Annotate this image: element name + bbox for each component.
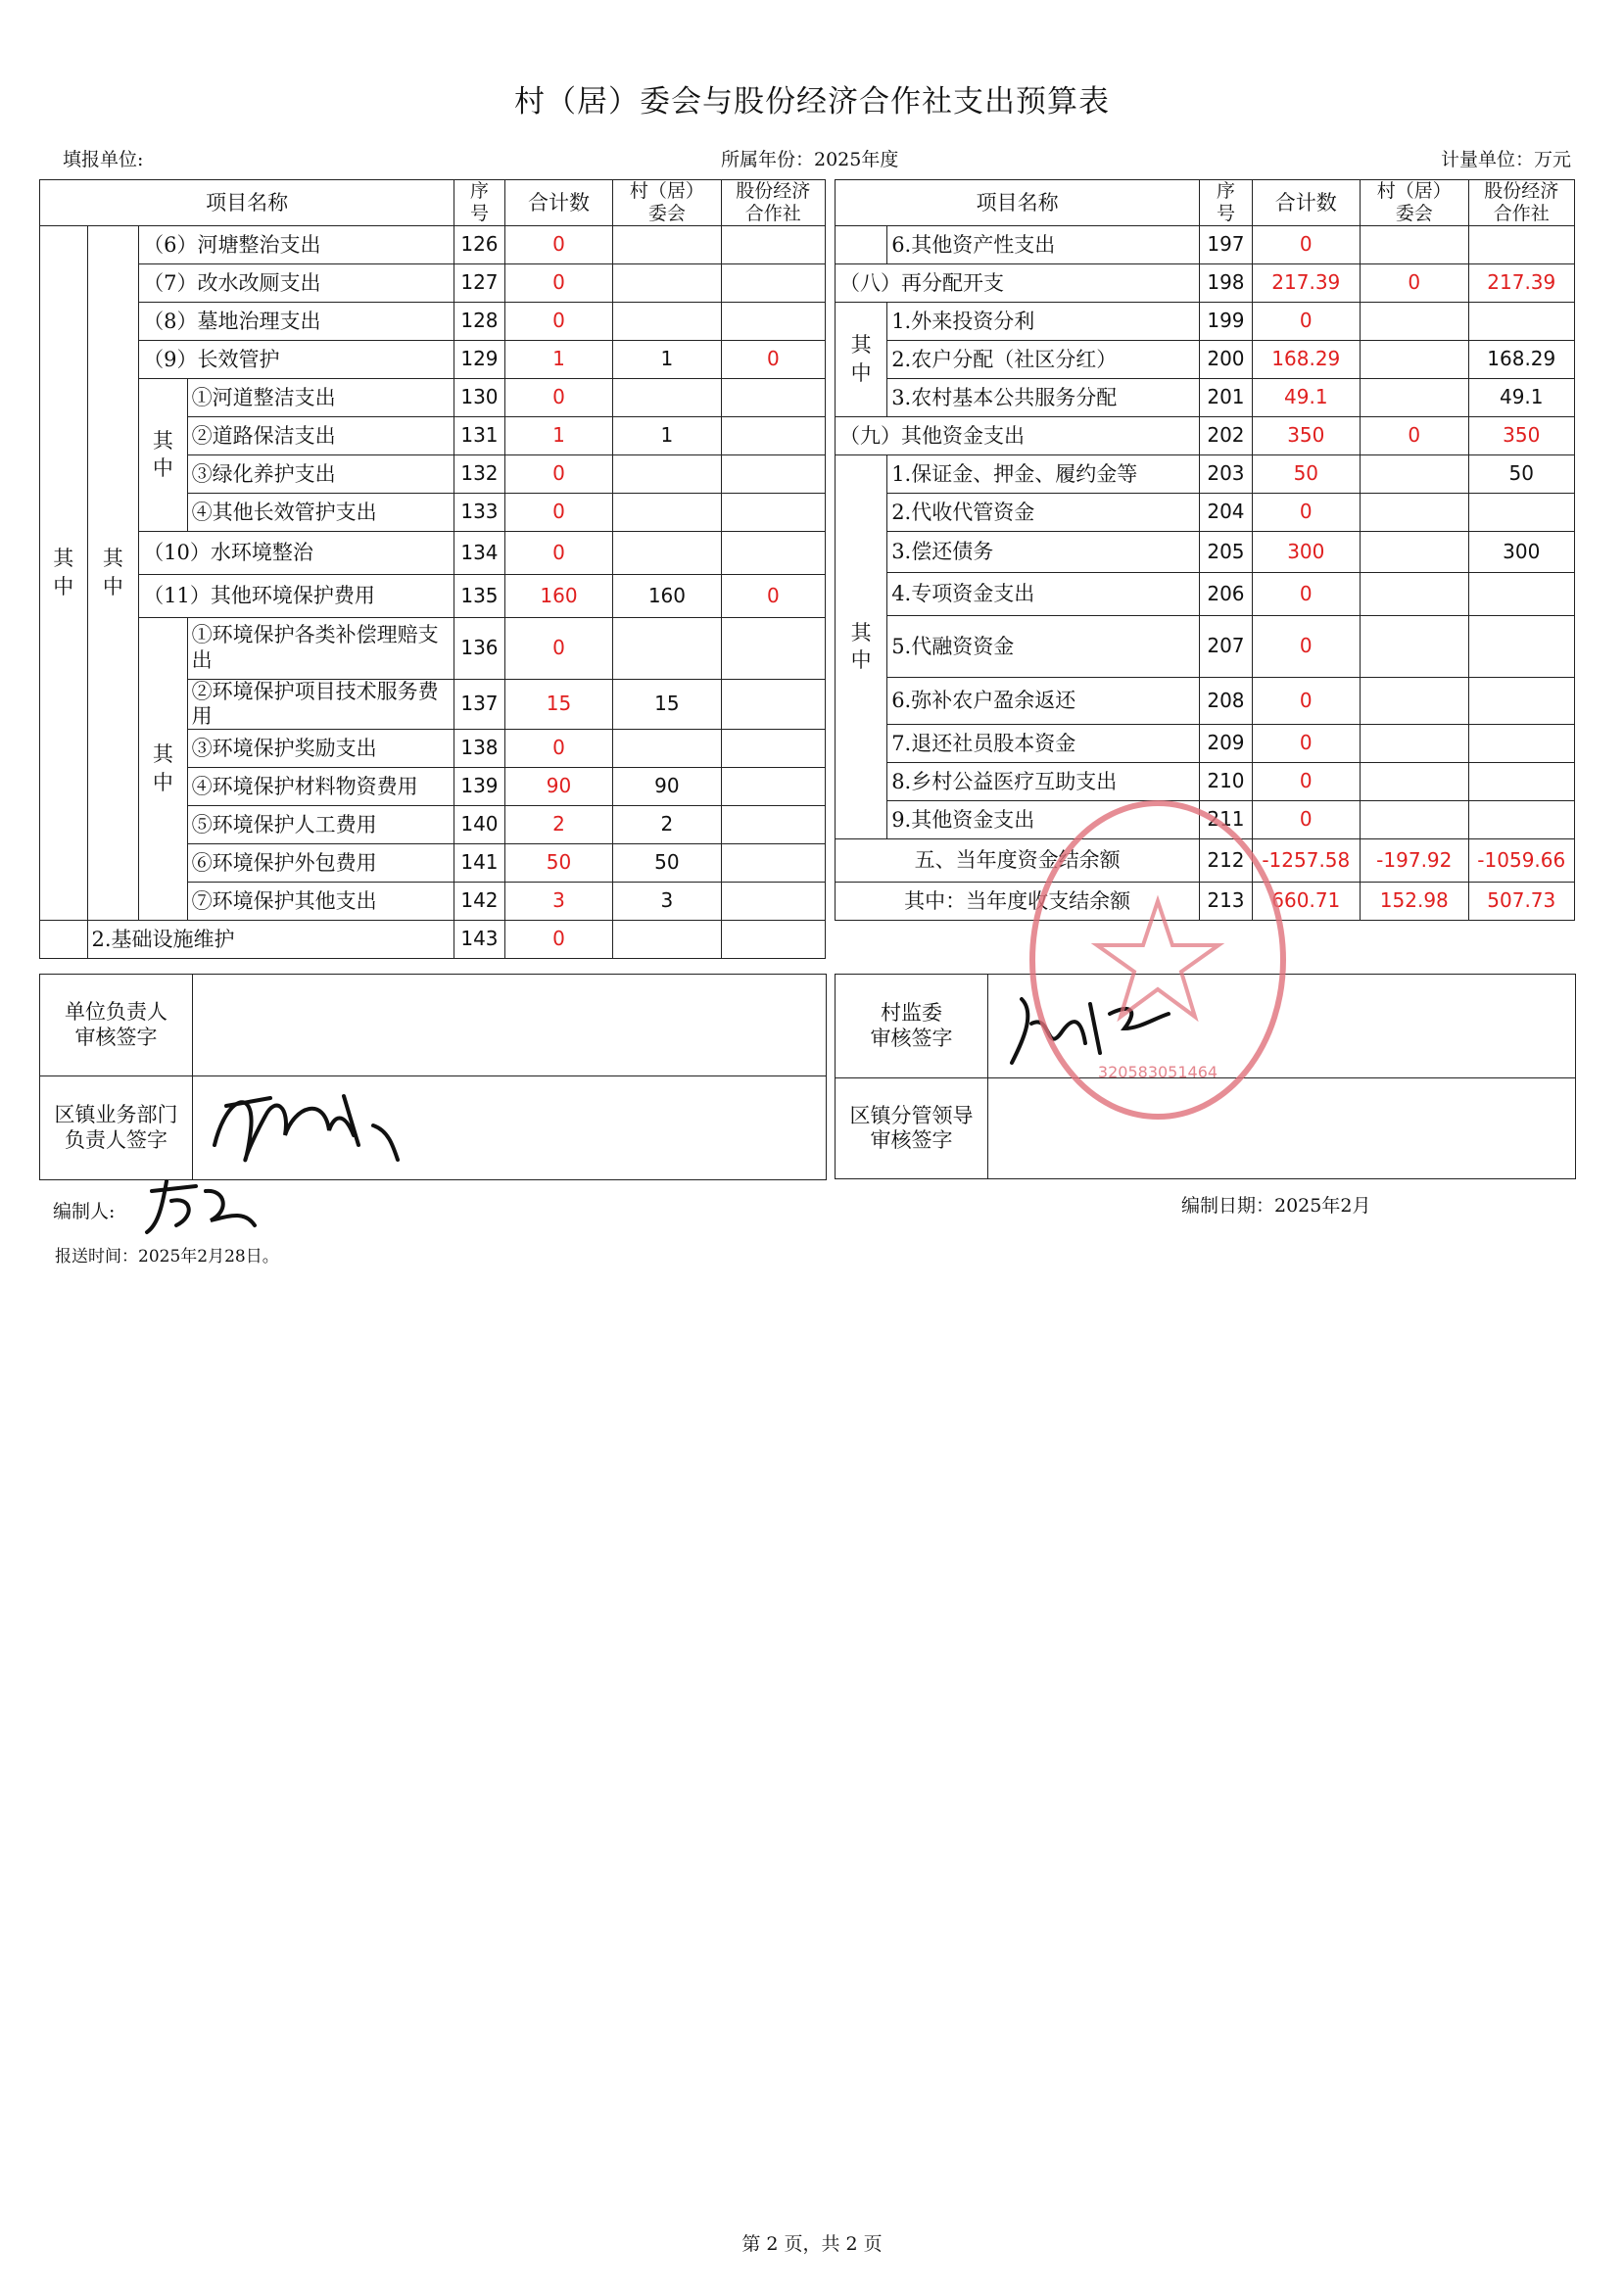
row-seq: 205 xyxy=(1200,531,1252,572)
row-total: 0 xyxy=(1252,762,1360,800)
row-total: 0 xyxy=(504,302,612,340)
row-coop xyxy=(1468,724,1574,762)
row-total: 0 xyxy=(504,493,612,531)
col-header-village: 村（居） 委会 xyxy=(1361,180,1468,226)
row-total: 350 xyxy=(1252,416,1360,454)
year-label: 所属年份：2025年度 xyxy=(721,149,899,170)
row-item-name: ③绿化养护支出 xyxy=(187,454,454,493)
row-village: 15 xyxy=(613,679,721,729)
table-row xyxy=(40,617,826,679)
submit-time: 报送时间：2025年2月28日。 xyxy=(55,1247,279,1266)
row-coop xyxy=(721,767,825,805)
row-coop xyxy=(1468,225,1574,263)
row-village xyxy=(1361,225,1468,263)
row-coop xyxy=(721,378,825,416)
table-row xyxy=(836,263,1575,302)
row-village: 1 xyxy=(613,340,721,378)
row-item-name: （10）水环境整治 xyxy=(139,531,454,574)
table-row xyxy=(836,882,1575,920)
row-coop xyxy=(721,493,825,531)
row-seq: 140 xyxy=(454,805,505,843)
row-coop xyxy=(1468,800,1574,838)
row-village xyxy=(1361,572,1468,615)
row-village: 0 xyxy=(1361,416,1468,454)
row-total: 90 xyxy=(504,767,612,805)
row-total: 1 xyxy=(504,416,612,454)
row-total: 0 xyxy=(504,729,612,767)
row-seq: 212 xyxy=(1200,838,1252,882)
row-item-name: ⑥环境保护外包费用 xyxy=(187,843,454,882)
table-row xyxy=(836,838,1575,882)
row-coop xyxy=(1468,677,1574,724)
table-row xyxy=(836,762,1575,800)
row-village: 3 xyxy=(613,882,721,920)
table-row xyxy=(40,920,826,958)
row-village: 0 xyxy=(1361,263,1468,302)
row-coop xyxy=(721,302,825,340)
row-item-name: ④环境保护材料物资费用 xyxy=(187,767,454,805)
row-coop: 50 xyxy=(1468,454,1574,493)
row-total: 1 xyxy=(504,340,612,378)
row-coop xyxy=(721,263,825,302)
row-seq: 127 xyxy=(454,263,505,302)
col-header-total: 合计数 xyxy=(1252,180,1360,226)
row-total: 0 xyxy=(1252,724,1360,762)
row-item-name: 6.弥补农户盈余返还 xyxy=(887,677,1200,724)
row-total: 2 xyxy=(504,805,612,843)
row-item-name: 6.其他资产性支出 xyxy=(887,225,1200,263)
row-seq: 213 xyxy=(1200,882,1252,920)
row-coop xyxy=(721,920,825,958)
row-total: 160 xyxy=(504,574,612,617)
group-label-qizhong: 其 中 xyxy=(836,454,887,838)
row-total: 0 xyxy=(504,617,612,679)
row-seq: 203 xyxy=(1200,454,1252,493)
unit-leader-signature-cell[interactable] xyxy=(193,975,827,1076)
row-item-name: （7）改水改厕支出 xyxy=(139,263,454,302)
row-item-name: （6）河塘整治支出 xyxy=(139,225,454,263)
row-village xyxy=(1361,378,1468,416)
col-header-seq: 序 号 xyxy=(1200,180,1252,226)
row-seq: 207 xyxy=(1200,615,1252,677)
group-label-qizhong: 其 中 xyxy=(836,302,887,416)
row-seq: 143 xyxy=(454,920,505,958)
row-item-name: 2.基础设施维护 xyxy=(87,920,454,958)
row-coop: 300 xyxy=(1468,531,1574,572)
row-total: 0 xyxy=(1252,572,1360,615)
row-total: 50 xyxy=(1252,454,1360,493)
row-coop xyxy=(1468,493,1574,531)
group-label-qizhong: 其 中 xyxy=(139,378,188,531)
district-leader-label: 区镇分管领导 审核签字 xyxy=(836,1078,988,1179)
row-total: 168.29 xyxy=(1252,340,1360,378)
table-row xyxy=(836,225,1575,263)
reporting-unit-label: 填报单位: xyxy=(63,149,144,170)
row-coop: 0 xyxy=(721,574,825,617)
table-row xyxy=(40,531,826,574)
left-signature-table xyxy=(39,974,827,1180)
row-village xyxy=(1361,493,1468,531)
row-village: 50 xyxy=(613,843,721,882)
district-dept-label: 区镇业务部门 负责人签字 xyxy=(40,1076,193,1180)
table-row xyxy=(40,302,826,340)
village-supervisor-label: 村监委 审核签字 xyxy=(836,975,988,1078)
table-row xyxy=(836,615,1575,677)
row-total: 660.71 xyxy=(1252,882,1360,920)
row-item-name: ③环境保护奖励支出 xyxy=(187,729,454,767)
col-header-seq: 序 号 xyxy=(454,180,505,226)
compiler-signature-icon xyxy=(137,1171,264,1240)
row-coop xyxy=(1468,302,1574,340)
row-total: 300 xyxy=(1252,531,1360,572)
row-seq: 198 xyxy=(1200,263,1252,302)
row-coop: 507.73 xyxy=(1468,882,1574,920)
row-item-name: ④其他长效管护支出 xyxy=(187,493,454,531)
table-row xyxy=(836,340,1575,378)
row-village xyxy=(1361,762,1468,800)
row-seq: 126 xyxy=(454,225,505,263)
measure-unit-label: 计量单位：万元 xyxy=(1440,149,1571,170)
group-label-qizhong: 其 中 xyxy=(40,225,88,920)
row-item-name: ①环境保护各类补偿理赔支出 xyxy=(187,617,454,679)
row-village xyxy=(613,302,721,340)
table-row xyxy=(836,378,1575,416)
row-coop: 350 xyxy=(1468,416,1574,454)
table-row xyxy=(40,225,826,263)
handwritten-signature-icon xyxy=(197,1076,422,1174)
row-village xyxy=(1361,677,1468,724)
row-total: 0 xyxy=(504,378,612,416)
table-row xyxy=(836,302,1575,340)
row-item-name: 2.代收代管资金 xyxy=(887,493,1200,531)
page-title: 村（居）委会与股份经济合作社支出预算表 xyxy=(514,84,1110,119)
row-item-name: ①河道整洁支出 xyxy=(187,378,454,416)
row-coop xyxy=(721,729,825,767)
unit-leader-label: 单位负责人 审核签字 xyxy=(40,975,193,1076)
col-header-village: 村（居） 委会 xyxy=(613,180,721,226)
row-seq: 131 xyxy=(454,416,505,454)
row-seq: 136 xyxy=(454,617,505,679)
row-seq: 138 xyxy=(454,729,505,767)
stamp-code: 320583051464 xyxy=(1097,1063,1218,1081)
table-row xyxy=(836,677,1575,724)
row-item-name: 其中：当年度收支结余额 xyxy=(836,882,1200,920)
left-budget-table xyxy=(39,179,826,959)
row-village xyxy=(1361,531,1468,572)
handwritten-signature-icon xyxy=(992,975,1188,1073)
row-seq: 202 xyxy=(1200,416,1252,454)
row-coop xyxy=(721,225,825,263)
page-number: 第 2 页，共 2 页 xyxy=(741,2233,883,2255)
row-total: 0 xyxy=(504,454,612,493)
table-row xyxy=(836,531,1575,572)
row-total: 0 xyxy=(504,225,612,263)
row-item-name: 7.退还社员股本资金 xyxy=(887,724,1200,762)
row-item-name: 五、当年度资金结余额 xyxy=(836,838,1200,882)
row-total: 0 xyxy=(504,531,612,574)
row-coop xyxy=(721,416,825,454)
row-seq: 199 xyxy=(1200,302,1252,340)
right-signature-table xyxy=(835,974,1576,1179)
row-village: 1 xyxy=(613,416,721,454)
row-seq: 139 xyxy=(454,767,505,805)
row-village xyxy=(613,493,721,531)
row-seq: 129 xyxy=(454,340,505,378)
row-item-name: 3.偿还债务 xyxy=(887,531,1200,572)
row-coop xyxy=(721,454,825,493)
compile-date: 编制日期：2025年2月 xyxy=(1181,1195,1371,1217)
district-dept-signature-cell[interactable] xyxy=(193,1076,827,1180)
right-budget-table xyxy=(835,179,1575,921)
col-header-name: 项目名称 xyxy=(40,180,454,226)
row-village: 160 xyxy=(613,574,721,617)
row-total: 50 xyxy=(504,843,612,882)
row-coop xyxy=(1468,615,1574,677)
col-header-name: 项目名称 xyxy=(836,180,1200,226)
row-seq: 211 xyxy=(1200,800,1252,838)
row-item-name: 1.保证金、押金、履约金等 xyxy=(887,454,1200,493)
table-row xyxy=(836,493,1575,531)
col-header-total: 合计数 xyxy=(504,180,612,226)
row-coop xyxy=(1468,762,1574,800)
row-coop xyxy=(721,843,825,882)
row-village xyxy=(613,378,721,416)
row-coop xyxy=(721,805,825,843)
row-seq: 201 xyxy=(1200,378,1252,416)
row-coop: 0 xyxy=(721,340,825,378)
row-village xyxy=(1361,302,1468,340)
row-total: 0 xyxy=(1252,302,1360,340)
row-item-name: （八）再分配开支 xyxy=(836,263,1200,302)
row-seq: 210 xyxy=(1200,762,1252,800)
table-row xyxy=(836,454,1575,493)
row-village xyxy=(613,920,721,958)
row-village xyxy=(1361,454,1468,493)
row-seq: 135 xyxy=(454,574,505,617)
row-total: 0 xyxy=(1252,677,1360,724)
row-seq: 128 xyxy=(454,302,505,340)
table-row xyxy=(40,574,826,617)
row-seq: 133 xyxy=(454,493,505,531)
row-seq: 197 xyxy=(1200,225,1252,263)
row-seq: 130 xyxy=(454,378,505,416)
table-row xyxy=(836,572,1575,615)
row-coop xyxy=(1468,572,1574,615)
row-total: 0 xyxy=(1252,493,1360,531)
row-item-name: 3.农村基本公共服务分配 xyxy=(887,378,1200,416)
row-village xyxy=(1361,800,1468,838)
row-item-name: （8）墓地治理支出 xyxy=(139,302,454,340)
row-total: 0 xyxy=(504,920,612,958)
row-total: 217.39 xyxy=(1252,263,1360,302)
row-seq: 206 xyxy=(1200,572,1252,615)
col-header-coop: 股份经济 合作社 xyxy=(1468,180,1574,226)
row-item-name: 2.农户分配（社区分红） xyxy=(887,340,1200,378)
row-seq: 132 xyxy=(454,454,505,493)
col-header-coop: 股份经济 合作社 xyxy=(721,180,825,226)
row-item-name: ⑦环境保护其他支出 xyxy=(187,882,454,920)
row-village xyxy=(613,617,721,679)
row-total: 3 xyxy=(504,882,612,920)
row-coop xyxy=(721,531,825,574)
row-item-name: 1.外来投资分利 xyxy=(887,302,1200,340)
row-seq: 204 xyxy=(1200,493,1252,531)
village-supervisor-signature-cell[interactable] xyxy=(988,975,1576,1078)
row-village xyxy=(613,225,721,263)
row-seq: 137 xyxy=(454,679,505,729)
row-item-name: 8.乡村公益医疗互助支出 xyxy=(887,762,1200,800)
group-label-qizhong: 其 中 xyxy=(139,617,188,920)
table-row xyxy=(836,416,1575,454)
row-total: 0 xyxy=(1252,800,1360,838)
row-village: 152.98 xyxy=(1361,882,1468,920)
row-item-name: （九）其他资金支出 xyxy=(836,416,1200,454)
table-row xyxy=(836,724,1575,762)
table-row xyxy=(40,340,826,378)
row-item-name: （9）长效管护 xyxy=(139,340,454,378)
row-item-name: ②道路保洁支出 xyxy=(187,416,454,454)
row-coop: 49.1 xyxy=(1468,378,1574,416)
row-coop xyxy=(721,617,825,679)
row-total: 0 xyxy=(1252,225,1360,263)
row-blank-cell xyxy=(40,920,88,958)
compiler-label: 编制人: xyxy=(53,1201,116,1222)
row-coop: -1059.66 xyxy=(1468,838,1574,882)
row-village xyxy=(613,531,721,574)
row-total: -1257.58 xyxy=(1252,838,1360,882)
row-item-name: ⑤环境保护人工费用 xyxy=(187,805,454,843)
table-row xyxy=(40,378,826,416)
row-village xyxy=(1361,340,1468,378)
row-village xyxy=(1361,615,1468,677)
row-village: 2 xyxy=(613,805,721,843)
row-village xyxy=(613,263,721,302)
row-total: 49.1 xyxy=(1252,378,1360,416)
row-seq: 208 xyxy=(1200,677,1252,724)
row-village xyxy=(613,454,721,493)
row-item-name: 4.专项资金支出 xyxy=(887,572,1200,615)
row-seq: 209 xyxy=(1200,724,1252,762)
row-total: 15 xyxy=(504,679,612,729)
row-village xyxy=(1361,724,1468,762)
row-coop: 168.29 xyxy=(1468,340,1574,378)
row-item-name: 5.代融资资金 xyxy=(887,615,1200,677)
row-total: 0 xyxy=(1252,615,1360,677)
row-coop: 217.39 xyxy=(1468,263,1574,302)
row-seq: 134 xyxy=(454,531,505,574)
row-coop xyxy=(721,882,825,920)
row-item-name: 9.其他资金支出 xyxy=(887,800,1200,838)
row-seq: 200 xyxy=(1200,340,1252,378)
table-row xyxy=(40,263,826,302)
row-blank-cell xyxy=(836,225,887,263)
row-village xyxy=(613,729,721,767)
row-village: -197.92 xyxy=(1361,838,1468,882)
district-leader-signature-cell[interactable] xyxy=(988,1078,1576,1179)
row-village: 90 xyxy=(613,767,721,805)
row-item-name: （11）其他环境保护费用 xyxy=(139,574,454,617)
row-seq: 142 xyxy=(454,882,505,920)
row-total: 0 xyxy=(504,263,612,302)
row-seq: 141 xyxy=(454,843,505,882)
table-row xyxy=(836,800,1575,838)
row-coop xyxy=(721,679,825,729)
group-label-qizhong: 其 中 xyxy=(87,225,139,920)
row-item-name: ②环境保护项目技术服务费用 xyxy=(187,679,454,729)
